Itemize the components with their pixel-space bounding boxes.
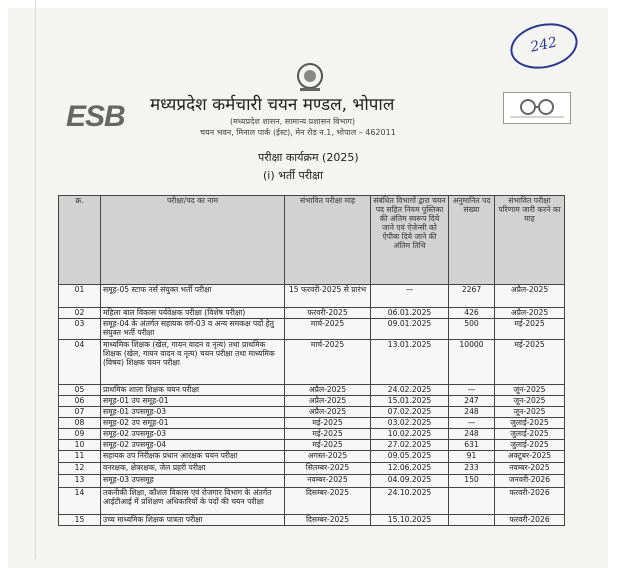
- cell-date: 10.02.2025: [371, 429, 449, 440]
- cell-posts: 248: [449, 407, 495, 418]
- cell-no: 13: [59, 475, 101, 488]
- table-row: [59, 385, 565, 396]
- cell-date: 06.01.2025: [371, 308, 449, 319]
- table-row: [59, 440, 565, 451]
- cell-month: मई-2025: [285, 418, 371, 429]
- exam-schedule-table: [58, 195, 565, 526]
- cell-no: 02: [59, 308, 101, 319]
- cell-result: अप्रैल-2025: [495, 285, 565, 308]
- cell-name: सहायक उप निरीक्षक प्रधान आरक्षक चयन परीक्षा: [101, 451, 285, 463]
- cell-name: महिला बाल विकास पर्यवेक्षक परीक्षा (विशेष परीक्षा): [101, 308, 285, 319]
- cell-no: 05: [59, 385, 101, 396]
- table-row: [59, 407, 565, 418]
- table-row: [59, 340, 565, 385]
- table-row: [59, 488, 565, 515]
- table-row: [59, 319, 565, 340]
- table-row: [59, 451, 565, 463]
- col-header-exam-month: संभावित परीक्षा माह: [285, 196, 371, 285]
- cell-posts: —: [449, 418, 495, 429]
- table-row: [59, 396, 565, 407]
- col-header-posts: अनुमानित पद संख्या: [449, 196, 495, 285]
- state-emblem-icon: [290, 62, 330, 92]
- cell-date: 04.09.2025: [371, 475, 449, 488]
- cell-date: 09.05.2025: [371, 451, 449, 463]
- cell-month: अप्रैल-2025: [285, 385, 371, 396]
- cell-date: 07.02.2025: [371, 407, 449, 418]
- cell-month: मार्च-2025: [285, 340, 371, 385]
- partner-logo-icon: [503, 92, 571, 124]
- cell-posts: 10000: [449, 340, 495, 385]
- cell-no: 14: [59, 488, 101, 515]
- cell-month: 15 फरवरी-2025 से प्रारंभ: [285, 285, 371, 308]
- cell-result: अप्रैल-2025: [495, 308, 565, 319]
- cell-posts: 426: [449, 308, 495, 319]
- cell-name: समूह-02 उपसमूह-03: [101, 429, 285, 440]
- cell-no: 15: [59, 515, 101, 526]
- table-row: [59, 285, 565, 308]
- cell-posts: [449, 488, 495, 515]
- cell-date: 12.06.2025: [371, 463, 449, 475]
- org-subtitle: (मध्यप्रदेश शासन, सामान्य प्रशासन विभाग): [230, 117, 355, 126]
- cell-posts: 247: [449, 396, 495, 407]
- cell-no: 12: [59, 463, 101, 475]
- org-address: चयन भवन, मिनाल पार्क (ईस्ट), मेन रोड न.1, भोपाल – 462011: [200, 128, 396, 137]
- cell-result: जून-2025: [495, 385, 565, 396]
- cell-result: जनवरी-2026: [495, 475, 565, 488]
- cell-result: फरवरी-2026: [495, 515, 565, 526]
- cell-month: मई-2025: [285, 440, 371, 451]
- cell-name: समूह-04 के अंतर्गत सहायक वर्ग-03 व अन्य समकक्ष पदों हेतु संयुक्त भर्ती परीक्षा: [101, 319, 285, 340]
- cell-month: अप्रैल-2025: [285, 407, 371, 418]
- cell-result: जुलाई-2025: [495, 418, 565, 429]
- cell-name: उच्च माध्यमिक शिक्षक पात्रता परीक्षा: [101, 515, 285, 526]
- cell-no: 06: [59, 396, 101, 407]
- cell-result: नवम्बर-2025: [495, 463, 565, 475]
- col-header-serial: क्र.: [59, 196, 101, 285]
- cell-no: 08: [59, 418, 101, 429]
- cell-result: जुलाई-2025: [495, 429, 565, 440]
- cell-name: समूह-02 उप समूह-01: [101, 418, 285, 429]
- cell-month: मार्च-2025: [285, 319, 371, 340]
- cell-result: जून-2025: [495, 396, 565, 407]
- cell-result: जून-2025: [495, 407, 565, 418]
- table-row: [59, 463, 565, 475]
- cell-date: 09.01.2025: [371, 319, 449, 340]
- org-name: मध्यप्रदेश कर्मचारी चयन मण्डल, भोपाल: [150, 95, 395, 115]
- cell-name: माध्यमिक शिक्षक (खेल, गायन वादन व नृत्य) तथा प्राथमिक शिक्षक (खेल, गायन वादन व नृत्य) चयन परीक्षा तथा माध्यमिक (विषय) शिक्षक चयन परीक्षा: [101, 340, 285, 385]
- cell-posts: 2267: [449, 285, 495, 308]
- document-subtitle: (i) भर्ती परीक्षा: [263, 169, 323, 182]
- cell-date: 15.10.2025: [371, 515, 449, 526]
- cell-posts: 150: [449, 475, 495, 488]
- cell-month: फरवरी-2025: [285, 308, 371, 319]
- cell-name: तकनीकी शिक्षा, कौशल विकास एवं रोजगार विभाग के अंतर्गत आईटीआई में प्रशिक्षण अधिकारियों के पदों की चयन परीक्षा: [101, 488, 285, 515]
- cell-no: 04: [59, 340, 101, 385]
- page-fold-line: [35, 0, 36, 559]
- document-title: परीक्षा कार्यक्रम (2025): [258, 151, 359, 164]
- table-row: [59, 515, 565, 526]
- handwritten-page-number: 242: [506, 17, 582, 74]
- esb-logo: ESB: [66, 100, 125, 133]
- cell-posts: 248: [449, 429, 495, 440]
- cell-posts: 91: [449, 451, 495, 463]
- cell-posts: 631: [449, 440, 495, 451]
- cell-no: 03: [59, 319, 101, 340]
- cell-name: प्राथमिक शाला शिक्षक चयन परीक्षा: [101, 385, 285, 396]
- col-header-deadline: संबंधित विभागों द्वारा चयन पद सहित नियम पुस्तिका की अंतिम स्वरूप दिये जाने एवं ऐजेन्सी को ऐपीबा दिये जाने की अंतिम तिथि: [371, 196, 449, 285]
- cell-date: 15.01.2025: [371, 396, 449, 407]
- cell-month: दिसम्बर-2025: [285, 488, 371, 515]
- cell-month: अप्रैल-2025: [285, 396, 371, 407]
- cell-posts: —: [449, 385, 495, 396]
- cell-date: 03.02.2025: [371, 418, 449, 429]
- cell-month: नवम्बर-2025: [285, 475, 371, 488]
- cell-name: समूह-01 उप समूह-01: [101, 396, 285, 407]
- cell-result: फरवरी-2026: [495, 488, 565, 515]
- table-row: [59, 475, 565, 488]
- cell-posts: 500: [449, 319, 495, 340]
- cell-name: समूह-03 उपसमूह: [101, 475, 285, 488]
- cell-posts: [449, 515, 495, 526]
- cell-date: —: [371, 285, 449, 308]
- cell-month: अगस्त-2025: [285, 451, 371, 463]
- cell-name: वनरक्षक, क्षेत्ररक्षक, जेल प्रहरी परीक्षा: [101, 463, 285, 475]
- table-header-row: [59, 196, 565, 285]
- cell-result: अक्टूबर-2025: [495, 451, 565, 463]
- cell-posts: 233: [449, 463, 495, 475]
- cell-no: 11: [59, 451, 101, 463]
- cell-month: मई-2025: [285, 429, 371, 440]
- cell-no: 10: [59, 440, 101, 451]
- cell-name: समूह-01 उपसमूह-03: [101, 407, 285, 418]
- cell-date: 24.02.2025: [371, 385, 449, 396]
- cell-no: 01: [59, 285, 101, 308]
- table-row: [59, 429, 565, 440]
- cell-date: 24.10.2025: [371, 488, 449, 515]
- cell-result: जुलाई-2025: [495, 440, 565, 451]
- cell-name: समूह-02 उपसमूह-04: [101, 440, 285, 451]
- cell-result: मई-2025: [495, 340, 565, 385]
- cell-name: समूह-05 स्टाफ नर्स संयुक्त भर्ती परीक्षा: [101, 285, 285, 308]
- cell-month: दिसम्बर-2025: [285, 515, 371, 526]
- col-header-exam-name: परीक्षा/पद का नाम: [101, 196, 285, 285]
- cell-month: सितम्बर-2025: [285, 463, 371, 475]
- cell-result: मई-2025: [495, 319, 565, 340]
- cell-no: 07: [59, 407, 101, 418]
- table-row: [59, 308, 565, 319]
- cell-no: 09: [59, 429, 101, 440]
- cell-date: 13.01.2025: [371, 340, 449, 385]
- cell-date: 27.02.2025: [371, 440, 449, 451]
- col-header-result-month: संभावित परीक्षा परिणाम जारी करने का माह: [495, 196, 565, 285]
- table-row: [59, 418, 565, 429]
